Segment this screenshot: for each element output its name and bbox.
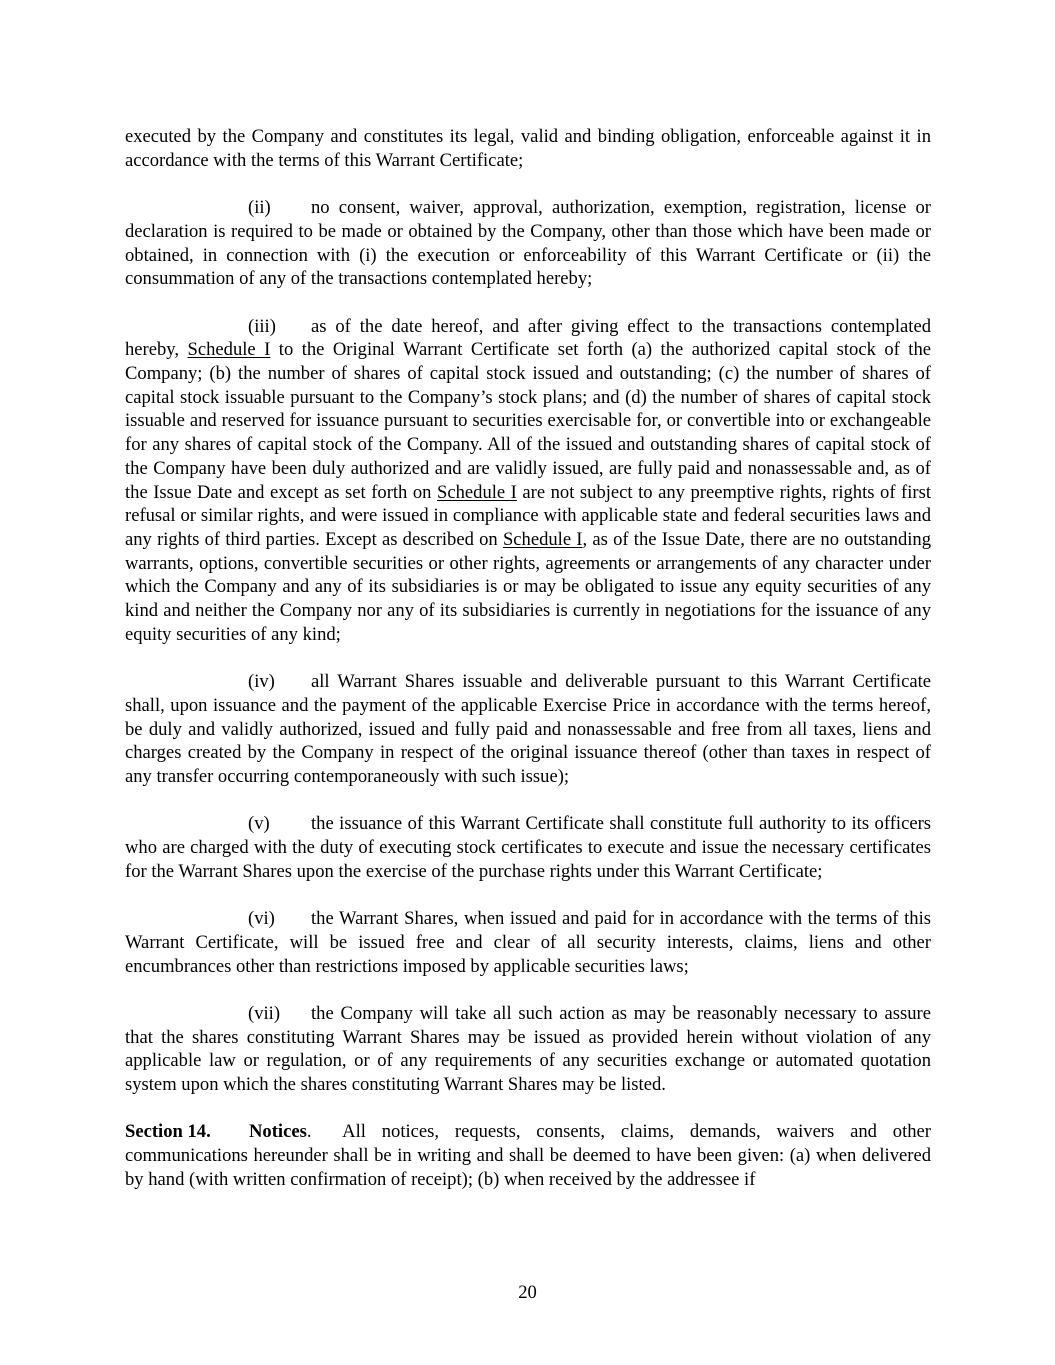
section-text: All notices, requests, consents, claims, demands, waivers and other communications hereunder shall be in writing and shall be deemed to have been given: (a) when delivered by hand (with written confirmation of receipt); (b) when received by the addressee if xyxy=(125,1121,931,1190)
continuation-paragraph: executed by the Company and constitutes its legal, valid and binding obligation, enforceable against it in accordance with the terms of this Warrant Certificate; xyxy=(125,126,931,171)
clause-text: to the Original Warrant Certificate set forth (a) the authorized capital stock of the Company; (b) the number of shares of capital stock issued and outstanding; (c) the number of shares of capital stock issuable pursuant to the Company’s stock plans; and (d) the number of shares of capital stock issuable and reserved for issuance pursuant to securities exercisable for, or convertible into or exchangeable for any shares of capital stock of the Company. All of the issued and outstanding shares of capital stock of the Company have been duly authorized and are validly issued, are fully paid and nonassessable and, as of the Issue Date and except as set forth on xyxy=(125,339,932,503)
clause-text: all Warrant Shares issuable and deliverable pursuant to this Warrant Certificate shall, upon issuance and the payment of the applicable Exercise Price in accordance with the terms hereof, be duly and validly authorized, issued and fully paid and nonassessable and free from all taxes, liens and charges created by the Company in respect of the original issuance thereof (other than taxes in respect of any transfer occurring contemporaneously with such issue); xyxy=(125,671,931,787)
clause-number: (iii) xyxy=(248,315,276,337)
clause-text: the issuance of this Warrant Certificate shall constitute full authority to its officers who are charged with the duty of executing stock certificates to execute and issue the necessary certificates for the Warrant Shares upon the exercise of the purchase rights under this Warrant Certificate; xyxy=(125,813,931,882)
clause-vii xyxy=(125,1002,931,1097)
clause-number: (vii) xyxy=(248,1002,281,1024)
page-number: 20 xyxy=(518,1282,537,1303)
document-page xyxy=(125,125,931,1215)
clause-iii xyxy=(125,315,931,647)
schedule-reference: Schedule I xyxy=(187,339,271,361)
schedule-reference: Schedule I xyxy=(437,481,517,503)
clause-ii xyxy=(125,196,931,291)
clause-number: (vi) xyxy=(248,908,275,930)
clause-text: no consent, waiver, approval, authorization, exemption, registration, license or declaration is required to be made or obtained by the Company, other than those which have been made or obtained, in connection with (i) the execution or enforceability of this Warrant Certificate or (ii) the consummation of any of the transactions contemplated hereby; xyxy=(125,197,931,290)
clause-vi xyxy=(125,907,931,978)
clause-text: as of the date hereof, and after giving effect to the transactions contemplated hereby, xyxy=(125,315,931,361)
clause-number: (v) xyxy=(248,813,270,835)
schedule-reference: Schedule I xyxy=(502,528,583,550)
clause-v xyxy=(125,812,931,883)
section-number: Section 14. xyxy=(125,1121,211,1143)
section-14 xyxy=(125,1120,931,1191)
clause-number: (iv) xyxy=(248,671,275,693)
section-title-period: . xyxy=(306,1121,312,1143)
clause-number: (ii) xyxy=(248,197,271,219)
clause-text: are not subject to any preemptive rights, rights of first refusal or similar rights, and were issued in compliance with applicable state and federal securities laws and any rights of third parties. Except as described on xyxy=(125,481,931,550)
clause-text: , as of the Issue Date, there are no outstanding warrants, options, convertible securities or other rights, agreements or arrangements of any character under which the Company and any of its subsidiaries is or may be obligated to issue any equity securities of any kind and neither the Company nor any of its subsidiaries is currently in negotiations for the issuance of any equity securities of any kind; xyxy=(125,528,932,645)
clause-iv xyxy=(125,670,931,789)
clause-text: the Warrant Shares, when issued and paid for in accordance with the terms of this Warrant Certificate, will be issued free and clear of all security interests, claims, liens and other encumbrances other than restrictions imposed by applicable securities laws; xyxy=(125,908,931,977)
section-title: Notices xyxy=(249,1121,307,1143)
clause-text: the Company will take all such action as may be reasonably necessary to assure that the shares constituting Warrant Shares may be issued as provided herein without violation of any applicable law or regulation, or of any requirements of any securities exchange or automated quotation system upon which the shares constituting Warrant Shares may be listed. xyxy=(125,1002,931,1096)
